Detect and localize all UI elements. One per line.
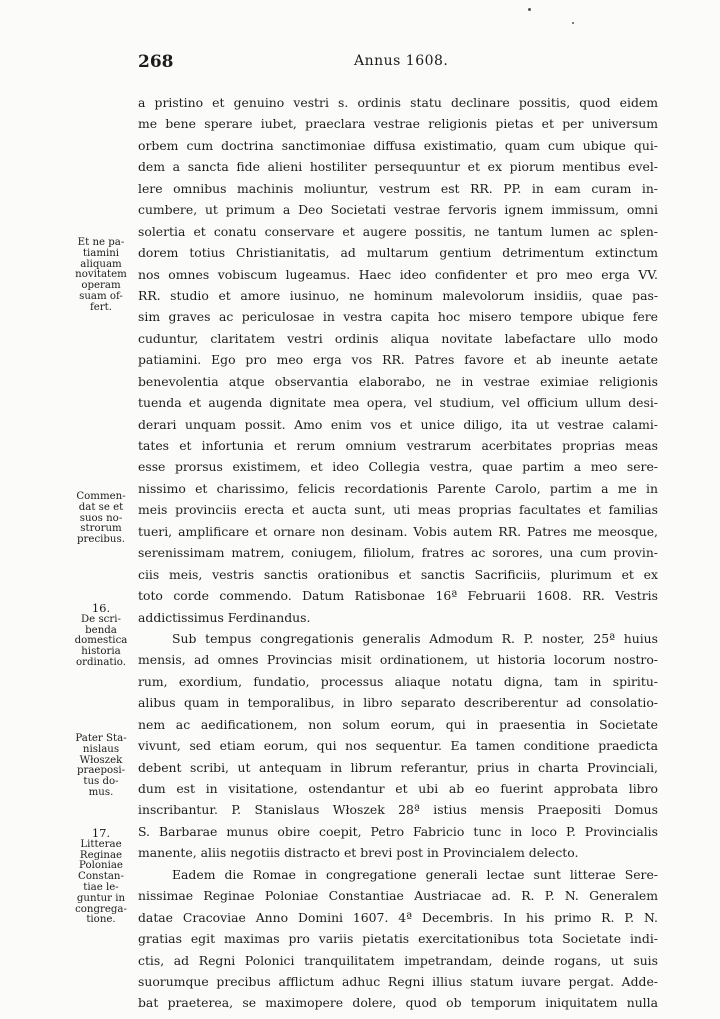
marginal-line: domestica (74, 635, 128, 647)
text-line: manente, aliis negotiis distracto et brevi post in Provincialem delecto. (138, 845, 579, 861)
marginal-line: tiae le- (83, 881, 119, 893)
marginal-note-commendat (70, 492, 132, 546)
marginal-line: Poloniae (79, 860, 123, 872)
main-text (138, 92, 658, 1014)
marginal-line: Et ne pa- (77, 237, 125, 248)
marginal-line: guntur in (76, 892, 126, 904)
paragraph-letter (138, 92, 658, 628)
text-line: cuduntur, claritatem vestri ordinis aliqua novitate labefactare ullo modo (138, 330, 658, 346)
text-line: derari unquam possit. Amo enim vos et unice diligo, ita ut vestrae calami- (138, 416, 658, 432)
marginal-line: Włoszek (79, 754, 123, 766)
marginal-line: nislaus (82, 743, 120, 755)
marginal-line: congrega- (75, 903, 127, 915)
text-line: a pristino et genuino vestri s. ordinis statu declinare possitis, quod eidem (138, 95, 658, 110)
marginal-line: strorum (80, 523, 122, 535)
text-line: lere omnibus machinis moliuntur, vestrum est RR. PP. in eam curam in- (138, 180, 658, 196)
marginal-line: operam (81, 280, 121, 292)
text-line: RR. studio et amore iusinuo, ne hominum malevolorum insidiis, quae pas- (138, 287, 658, 303)
marginal-note-16 (70, 603, 132, 669)
text-line: me bene sperare iubet, praeclara vestrae religionis pietas et per universum (138, 116, 658, 132)
page-header (138, 52, 658, 74)
text-line: gratias egit maximas pro variis pietatis exercitationibus tota Societate indi- (138, 931, 658, 947)
text-line: tates et infortunia et rerum omnium vestrarum acerbitates proprias meas (138, 438, 658, 453)
scan-speck (572, 22, 574, 24)
running-title: Annus 1608. (354, 53, 449, 69)
text-line: nissimo et charissimo, felicis recordationis Parente Carolo, partim a me in (138, 480, 658, 496)
marginal-line: De scri- (81, 613, 121, 625)
text-line: serenissimam matrem, coniugem, filiolum, fratres ac sorores, una cum provin- (138, 545, 658, 561)
marginal-line: dat se et (78, 501, 124, 513)
text-line: suorumque precibus afflictum adhuc Regni illius statum iuvare pergat. Adde- (138, 973, 658, 989)
marginal-line: novitatem (75, 269, 127, 281)
text-line: esse prorsus existimem, et ideo Collegia vestra, quae partim a meo sere- (138, 459, 658, 475)
marginal-line: Litterae (80, 838, 122, 850)
text-line: dum est in visitatione, ostendantur et ubi ab eo fuerint approbata libro (138, 781, 658, 796)
marginal-line: historia (81, 646, 121, 658)
text-line: ciis meis, vestris sanctis orationibus et sanctis Sacrificiis, plurimum et ex (138, 566, 658, 582)
text-line: benevolentia atque observantia elaborabo, ne in vestrae eximiae religionis (138, 373, 658, 389)
text-line: tuenda et augenda dignitate mea opera, vel studium, vel officium ullum desi- (138, 395, 658, 411)
text-line: nos omnes vobiscum lugeamus. Haec ideo confidenter et pro meo erga VV. (138, 266, 658, 282)
marginal-line: benda (85, 624, 117, 636)
text-line: mensis, ad omnes Provincias misit ordinationem, ut historia locorum nostro- (138, 652, 658, 668)
marginal-line: aliquam (80, 258, 122, 270)
marginal-line: tiamini (82, 247, 120, 259)
text-line: cumbere, ut primum a Deo Societati vestrae fervoris ignem immissum, omni (138, 202, 658, 218)
marginal-line: Reginae (79, 849, 123, 861)
paragraph-17 (138, 864, 658, 1014)
text-line: Sub tempus congregationis generalis Admodum R. P. noster, 25ª huius (172, 630, 658, 646)
marginal-line: tione. (86, 914, 116, 926)
text-line: sim graves ac periculosae in vestra capita hoc misero tempore ubique fere (138, 309, 658, 325)
text-line: solertia et conatu conservare et augere possitis, ne tantum lumen ac splen- (138, 223, 658, 239)
text-line: nem ac aedificationem, non solum eorum, qui in praesentia in Societate (138, 716, 658, 732)
text-line: nissimae Reginae Poloniae Constantiae Austriacae ad. R. P. N. Generalem (138, 888, 658, 904)
marginal-note-et-ne-patiamini (70, 238, 132, 314)
page-number: 268 (138, 52, 174, 72)
text-line: addictissimus Ferdinandus. (138, 609, 311, 625)
marginal-line: Commen- (76, 491, 126, 502)
text-line: inscribantur. P. Stanislaus Włoszek 28ª istius mensis Praepositi Domus (138, 802, 658, 818)
marginal-line: Constan- (78, 871, 124, 883)
text-line: datae Cracoviae Anno Domini 1607. 4ª Decembris. In his primo R. P. N. (138, 909, 658, 925)
text-line: rum, exordium, fundatio, processus aliaque notatu digna, tam in spiritu- (138, 673, 658, 689)
text-line: orbem cum doctrina sanctimoniae diffusa existimatio, quam cum ubique qui- (138, 137, 658, 153)
text-line: patiamini. Ego pro meo erga vos RR. Patres favore et ab ineunte aetate (138, 352, 658, 368)
marginal-line: ordinatio. (76, 656, 126, 668)
marginal-line: suam of- (79, 290, 123, 302)
text-line: bat praeterea, se maximopere dolere, quod ob temporum iniquitatem nulla (138, 995, 658, 1011)
marginal-line: mus. (88, 786, 114, 798)
marginal-line: praeposi- (76, 765, 126, 777)
marginal-note-pater-stanislaus (70, 734, 132, 799)
marginal-line: tus do- (83, 776, 119, 788)
marginal-note-17 (70, 828, 132, 926)
section-number: 17. (91, 826, 111, 840)
text-line: debent scribi, ut antequam in librum referantur, prius in charta Provinciali, (138, 759, 658, 775)
text-line: vivunt, sed etiam eorum, qui nos sequentur. Ea tamen conditione praedicta (138, 738, 658, 754)
marginal-line: suos no- (79, 512, 123, 524)
marginal-line: Pater Sta- (75, 733, 127, 744)
marginal-line: fert. (89, 301, 112, 313)
paragraph-16 (138, 628, 658, 864)
text-line: dem a sancta fide alieni hostiliter persequuntur et ex piorum mentibus evel- (138, 159, 658, 175)
text-line: meis provinciis erecta et aucta sunt, uti meas proprias facultates et familias (138, 502, 658, 518)
scan-speck (528, 8, 531, 11)
text-line: S. Barbarae munus obire coepit, Petro Fabricio tunc in loco P. Provincialis (138, 823, 658, 839)
text-line: dorem totius Christianitatis, ad multarum gentium detrimentum extinctum (138, 245, 658, 261)
marginal-line: precibus. (77, 534, 125, 546)
text-line: alibus quam in temporalibus, in libro separato describerentur ad consolatio- (138, 695, 658, 711)
section-number: 16. (91, 601, 111, 615)
text-line: tueri, amplificare et ornare non desinam. Vobis autem RR. Patres me meosque, (138, 523, 658, 539)
text-line: Eadem die Romae in congregatione generali lectae sunt litterae Sere- (172, 866, 658, 882)
text-line: ctis, ad Regni Polonici tranquilitatem impetrandam, deinde rogans, ut suis (138, 952, 658, 968)
text-line: toto corde commendo. Datum Ratisbonae 16ª Februarii 1608. RR. Vestris (138, 588, 658, 604)
